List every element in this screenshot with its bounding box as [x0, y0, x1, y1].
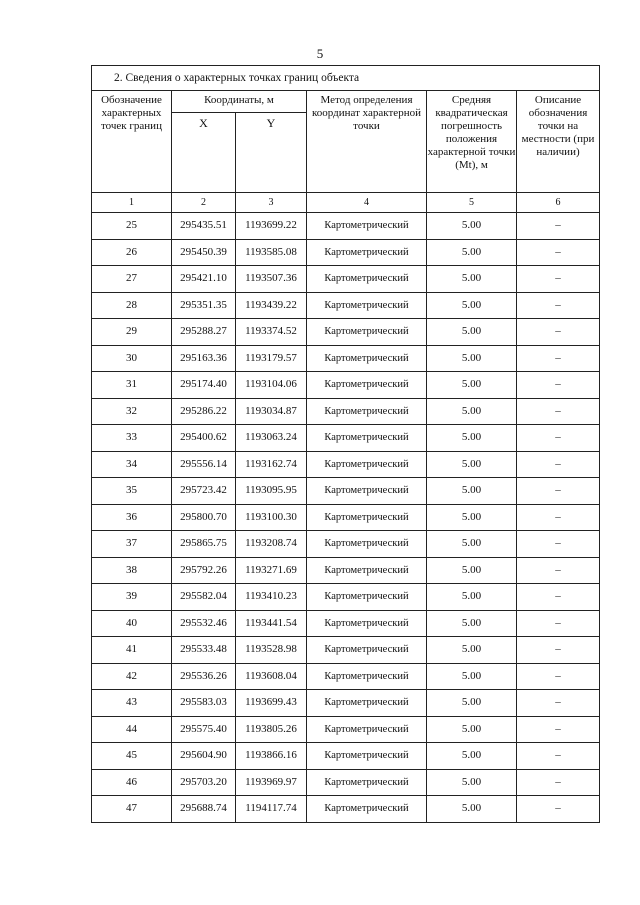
- column-number: 1: [92, 193, 172, 213]
- cell-error: 5.00: [427, 451, 517, 478]
- cell-error: 5.00: [427, 425, 517, 452]
- cell-y: 1193528.98: [236, 637, 307, 664]
- header-point: Обозначение характерных точек границ: [92, 91, 172, 193]
- cell-error: 5.00: [427, 292, 517, 319]
- table-row: [92, 610, 600, 637]
- cell-y: 1193410.23: [236, 584, 307, 611]
- cell-description: –: [517, 266, 600, 293]
- cell-method: Картометрический: [307, 345, 427, 372]
- cell-description: –: [517, 239, 600, 266]
- cell-x: 295400.62: [172, 425, 236, 452]
- cell-y: 1193063.24: [236, 425, 307, 452]
- table-row: [92, 531, 600, 558]
- cell-x: 295688.74: [172, 796, 236, 823]
- cell-description: –: [517, 292, 600, 319]
- table-row: [92, 266, 600, 293]
- cell-y: 1193507.36: [236, 266, 307, 293]
- cell-y: 1193805.26: [236, 716, 307, 743]
- cell-x: 295288.27: [172, 319, 236, 346]
- cell-y: 1193179.57: [236, 345, 307, 372]
- cell-x: 295286.22: [172, 398, 236, 425]
- cell-method: Картометрический: [307, 239, 427, 266]
- cell-y: 1193208.74: [236, 531, 307, 558]
- header-description: Описание обозначения точки на местности (при наличии): [517, 91, 600, 193]
- cell-description: –: [517, 716, 600, 743]
- table-row: [92, 504, 600, 531]
- cell-error: 5.00: [427, 690, 517, 717]
- cell-point: 45: [92, 743, 172, 770]
- boundary-points-table: [91, 65, 600, 823]
- cell-point: 40: [92, 610, 172, 637]
- column-number: 2: [172, 193, 236, 213]
- cell-point: 30: [92, 345, 172, 372]
- cell-point: 41: [92, 637, 172, 664]
- cell-point: 25: [92, 213, 172, 240]
- cell-y: 1193699.22: [236, 213, 307, 240]
- cell-error: 5.00: [427, 504, 517, 531]
- column-number: 5: [427, 193, 517, 213]
- table-row: [92, 213, 600, 240]
- table-row: [92, 239, 600, 266]
- cell-x: 295556.14: [172, 451, 236, 478]
- cell-y: 1194117.74: [236, 796, 307, 823]
- cell-point: 26: [92, 239, 172, 266]
- table-row: [92, 292, 600, 319]
- cell-point: 31: [92, 372, 172, 399]
- table-row: [92, 796, 600, 823]
- cell-point: 44: [92, 716, 172, 743]
- cell-method: Картометрический: [307, 637, 427, 664]
- cell-x: 295792.26: [172, 557, 236, 584]
- cell-description: –: [517, 557, 600, 584]
- cell-x: 295723.42: [172, 478, 236, 505]
- cell-error: 5.00: [427, 610, 517, 637]
- cell-x: 295800.70: [172, 504, 236, 531]
- cell-x: 295174.40: [172, 372, 236, 399]
- cell-description: –: [517, 478, 600, 505]
- cell-y: 1193699.43: [236, 690, 307, 717]
- cell-description: –: [517, 345, 600, 372]
- column-number: 4: [307, 193, 427, 213]
- column-number: 6: [517, 193, 600, 213]
- cell-y: 1193271.69: [236, 557, 307, 584]
- table-row: [92, 743, 600, 770]
- cell-y: 1193162.74: [236, 451, 307, 478]
- cell-description: –: [517, 504, 600, 531]
- cell-y: 1193585.08: [236, 239, 307, 266]
- cell-x: 295703.20: [172, 769, 236, 796]
- cell-x: 295583.03: [172, 690, 236, 717]
- cell-point: 46: [92, 769, 172, 796]
- cell-error: 5.00: [427, 345, 517, 372]
- table-row: [92, 584, 600, 611]
- header-x: X: [172, 113, 236, 193]
- cell-x: 295163.36: [172, 345, 236, 372]
- cell-y: 1193608.04: [236, 663, 307, 690]
- cell-y: 1193104.06: [236, 372, 307, 399]
- cell-method: Картометрический: [307, 796, 427, 823]
- cell-description: –: [517, 319, 600, 346]
- cell-y: 1193439.22: [236, 292, 307, 319]
- cell-y: 1193866.16: [236, 743, 307, 770]
- cell-method: Картометрический: [307, 769, 427, 796]
- cell-method: Картометрический: [307, 610, 427, 637]
- cell-point: 38: [92, 557, 172, 584]
- cell-method: Картометрический: [307, 690, 427, 717]
- cell-method: Картометрический: [307, 372, 427, 399]
- cell-method: Картометрический: [307, 557, 427, 584]
- cell-method: Картометрический: [307, 663, 427, 690]
- cell-method: Картометрический: [307, 398, 427, 425]
- cell-error: 5.00: [427, 557, 517, 584]
- table-row: [92, 478, 600, 505]
- cell-y: 1193095.95: [236, 478, 307, 505]
- cell-error: 5.00: [427, 769, 517, 796]
- cell-x: 295450.39: [172, 239, 236, 266]
- column-number: 3: [236, 193, 307, 213]
- cell-method: Картометрический: [307, 716, 427, 743]
- cell-method: Картометрический: [307, 292, 427, 319]
- cell-y: 1193969.97: [236, 769, 307, 796]
- cell-method: Картометрический: [307, 478, 427, 505]
- cell-description: –: [517, 743, 600, 770]
- cell-point: 37: [92, 531, 172, 558]
- table-row: [92, 690, 600, 717]
- cell-x: 295532.46: [172, 610, 236, 637]
- cell-method: Картометрический: [307, 451, 427, 478]
- cell-point: 35: [92, 478, 172, 505]
- cell-x: 295865.75: [172, 531, 236, 558]
- cell-description: –: [517, 213, 600, 240]
- cell-description: –: [517, 372, 600, 399]
- table-row: [92, 557, 600, 584]
- cell-x: 295575.40: [172, 716, 236, 743]
- cell-point: 47: [92, 796, 172, 823]
- table-row: [92, 451, 600, 478]
- cell-description: –: [517, 610, 600, 637]
- cell-description: –: [517, 451, 600, 478]
- cell-description: –: [517, 769, 600, 796]
- table-row: [92, 425, 600, 452]
- cell-x: 295435.51: [172, 213, 236, 240]
- table-caption: 2. Сведения о характерных точках границ объекта: [92, 66, 600, 91]
- table-row: [92, 637, 600, 664]
- cell-method: Картометрический: [307, 743, 427, 770]
- cell-error: 5.00: [427, 716, 517, 743]
- cell-x: 295604.90: [172, 743, 236, 770]
- cell-description: –: [517, 398, 600, 425]
- cell-error: 5.00: [427, 239, 517, 266]
- cell-error: 5.00: [427, 637, 517, 664]
- cell-description: –: [517, 584, 600, 611]
- header-coordinates: Координаты, м: [172, 91, 307, 113]
- table-row: [92, 372, 600, 399]
- header-error: Средняя квадратическая погрешность положения характерной точки (Mt), м: [427, 91, 517, 193]
- table-row: [92, 398, 600, 425]
- cell-y: 1193100.30: [236, 504, 307, 531]
- cell-point: 42: [92, 663, 172, 690]
- cell-error: 5.00: [427, 372, 517, 399]
- cell-point: 28: [92, 292, 172, 319]
- cell-point: 29: [92, 319, 172, 346]
- table-row: [92, 769, 600, 796]
- page-number: 5: [316, 46, 324, 61]
- cell-y: 1193374.52: [236, 319, 307, 346]
- cell-point: 27: [92, 266, 172, 293]
- cell-point: 34: [92, 451, 172, 478]
- cell-description: –: [517, 690, 600, 717]
- cell-x: 295421.10: [172, 266, 236, 293]
- cell-x: 295533.48: [172, 637, 236, 664]
- cell-error: 5.00: [427, 796, 517, 823]
- cell-method: Картометрический: [307, 584, 427, 611]
- cell-description: –: [517, 663, 600, 690]
- cell-description: –: [517, 637, 600, 664]
- header-y: Y: [236, 113, 307, 193]
- cell-error: 5.00: [427, 398, 517, 425]
- cell-point: 43: [92, 690, 172, 717]
- cell-method: Картометрический: [307, 319, 427, 346]
- table-row: [92, 345, 600, 372]
- cell-error: 5.00: [427, 743, 517, 770]
- header-method: Метод определения координат характерной точки: [307, 91, 427, 193]
- cell-description: –: [517, 425, 600, 452]
- cell-x: 295582.04: [172, 584, 236, 611]
- table-row: [92, 716, 600, 743]
- cell-method: Картометрический: [307, 504, 427, 531]
- cell-description: –: [517, 796, 600, 823]
- cell-point: 39: [92, 584, 172, 611]
- cell-method: Картометрический: [307, 425, 427, 452]
- cell-point: 33: [92, 425, 172, 452]
- cell-error: 5.00: [427, 213, 517, 240]
- cell-error: 5.00: [427, 584, 517, 611]
- cell-y: 1193034.87: [236, 398, 307, 425]
- cell-error: 5.00: [427, 478, 517, 505]
- cell-point: 32: [92, 398, 172, 425]
- cell-description: –: [517, 531, 600, 558]
- cell-error: 5.00: [427, 531, 517, 558]
- cell-x: 295351.35: [172, 292, 236, 319]
- cell-error: 5.00: [427, 663, 517, 690]
- table-row: [92, 319, 600, 346]
- cell-y: 1193441.54: [236, 610, 307, 637]
- cell-x: 295536.26: [172, 663, 236, 690]
- cell-error: 5.00: [427, 266, 517, 293]
- cell-method: Картометрический: [307, 531, 427, 558]
- table-row: [92, 663, 600, 690]
- cell-point: 36: [92, 504, 172, 531]
- cell-error: 5.00: [427, 319, 517, 346]
- cell-method: Картометрический: [307, 213, 427, 240]
- cell-method: Картометрический: [307, 266, 427, 293]
